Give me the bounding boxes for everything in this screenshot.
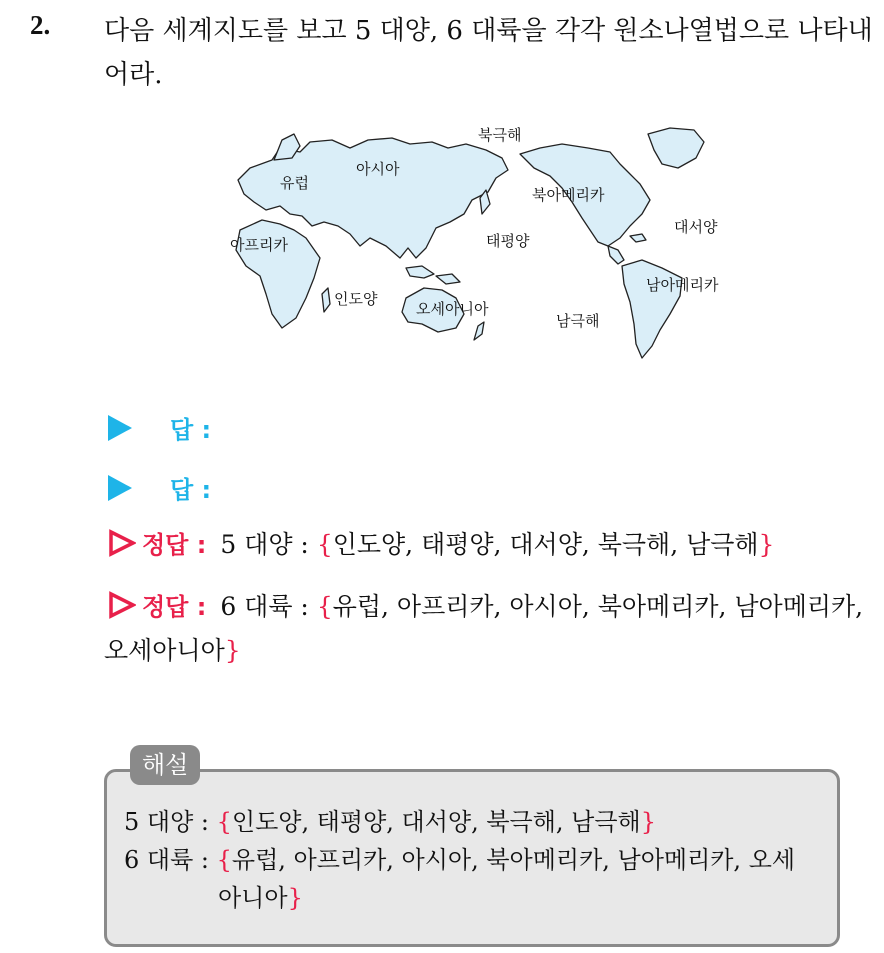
label-arctic: 북극해 — [478, 126, 522, 144]
solution-label: 정답 : — [142, 593, 207, 621]
continents-items-cont: 오세아니아 — [104, 636, 225, 665]
label-oceania: 오세아니아 — [416, 300, 489, 318]
question-number: 2. — [30, 10, 51, 40]
newzealand-shape — [474, 322, 484, 340]
answer-row-1 — [108, 410, 211, 445]
label-south-america: 남아메리카 — [646, 276, 719, 294]
solution-oceans — [108, 523, 878, 567]
label-atlantic: 대서양 — [674, 218, 718, 236]
explanation-oceans — [124, 803, 656, 841]
close-brace: } — [758, 530, 775, 559]
explanation-continents — [124, 841, 795, 879]
continents-prefix: 6 대륙 : — [220, 592, 309, 621]
world-map — [210, 118, 750, 368]
central-america-shape — [608, 246, 624, 264]
label-indian: 인도양 — [334, 290, 378, 308]
answer-row-2 — [108, 470, 211, 505]
label-europe: 유럽 — [280, 174, 309, 192]
solution-continents — [104, 585, 878, 673]
indonesia-shape — [406, 266, 434, 278]
close-brace: } — [640, 808, 656, 836]
open-brace: { — [216, 808, 232, 836]
exp-oceans-items: 인도양, 태평양, 대서양, 북극해, 남극해 — [231, 808, 641, 836]
label-north-america: 북아메리카 — [532, 186, 605, 204]
exp-continents-items: 유럽, 아프리카, 아시아, 북아메리카, 남아메리카, 오세 — [231, 846, 796, 874]
play-triangle-icon — [108, 415, 132, 441]
outline-triangle-icon — [108, 529, 136, 557]
outline-triangle-icon — [108, 591, 136, 619]
exp-continents-prefix: 6 대륙 : — [124, 846, 209, 874]
solution-label: 정답 : — [142, 531, 207, 559]
label-antarctic: 남극해 — [556, 312, 600, 330]
label-asia: 아시아 — [356, 160, 400, 178]
exp-continents-items-cont: 아니아 — [218, 884, 288, 912]
answer-label: 답 : — [170, 476, 212, 504]
south-america-shape — [622, 260, 682, 358]
open-brace: { — [316, 592, 333, 621]
exp-oceans-prefix: 5 대양 : — [124, 808, 209, 836]
world-map-svg — [210, 118, 750, 368]
label-pacific: 태평양 — [486, 232, 530, 250]
open-brace: { — [216, 846, 232, 874]
open-brace: { — [316, 530, 333, 559]
oceans-items: 인도양, 태평양, 대서양, 북극해, 남극해 — [332, 530, 759, 559]
madagascar-shape — [322, 288, 330, 312]
play-triangle-icon — [108, 475, 132, 501]
explanation-tag: 해설 — [130, 745, 200, 785]
close-brace: } — [287, 884, 303, 912]
close-brace: } — [224, 636, 241, 665]
greenland-shape — [648, 128, 704, 168]
continents-items: 유럽, 아프리카, 아시아, 북아메리카, 남아메리카, — [332, 592, 864, 621]
explanation-continents-cont — [218, 879, 303, 917]
question-text: 다음 세계지도를 보고 5 대양, 6 대륙을 각각 원소나열법으로 나타내어라. — [104, 16, 873, 90]
oceans-prefix: 5 대양 : — [220, 530, 309, 559]
label-africa: 아프리카 — [230, 236, 288, 254]
answer-label: 답 : — [170, 416, 212, 444]
